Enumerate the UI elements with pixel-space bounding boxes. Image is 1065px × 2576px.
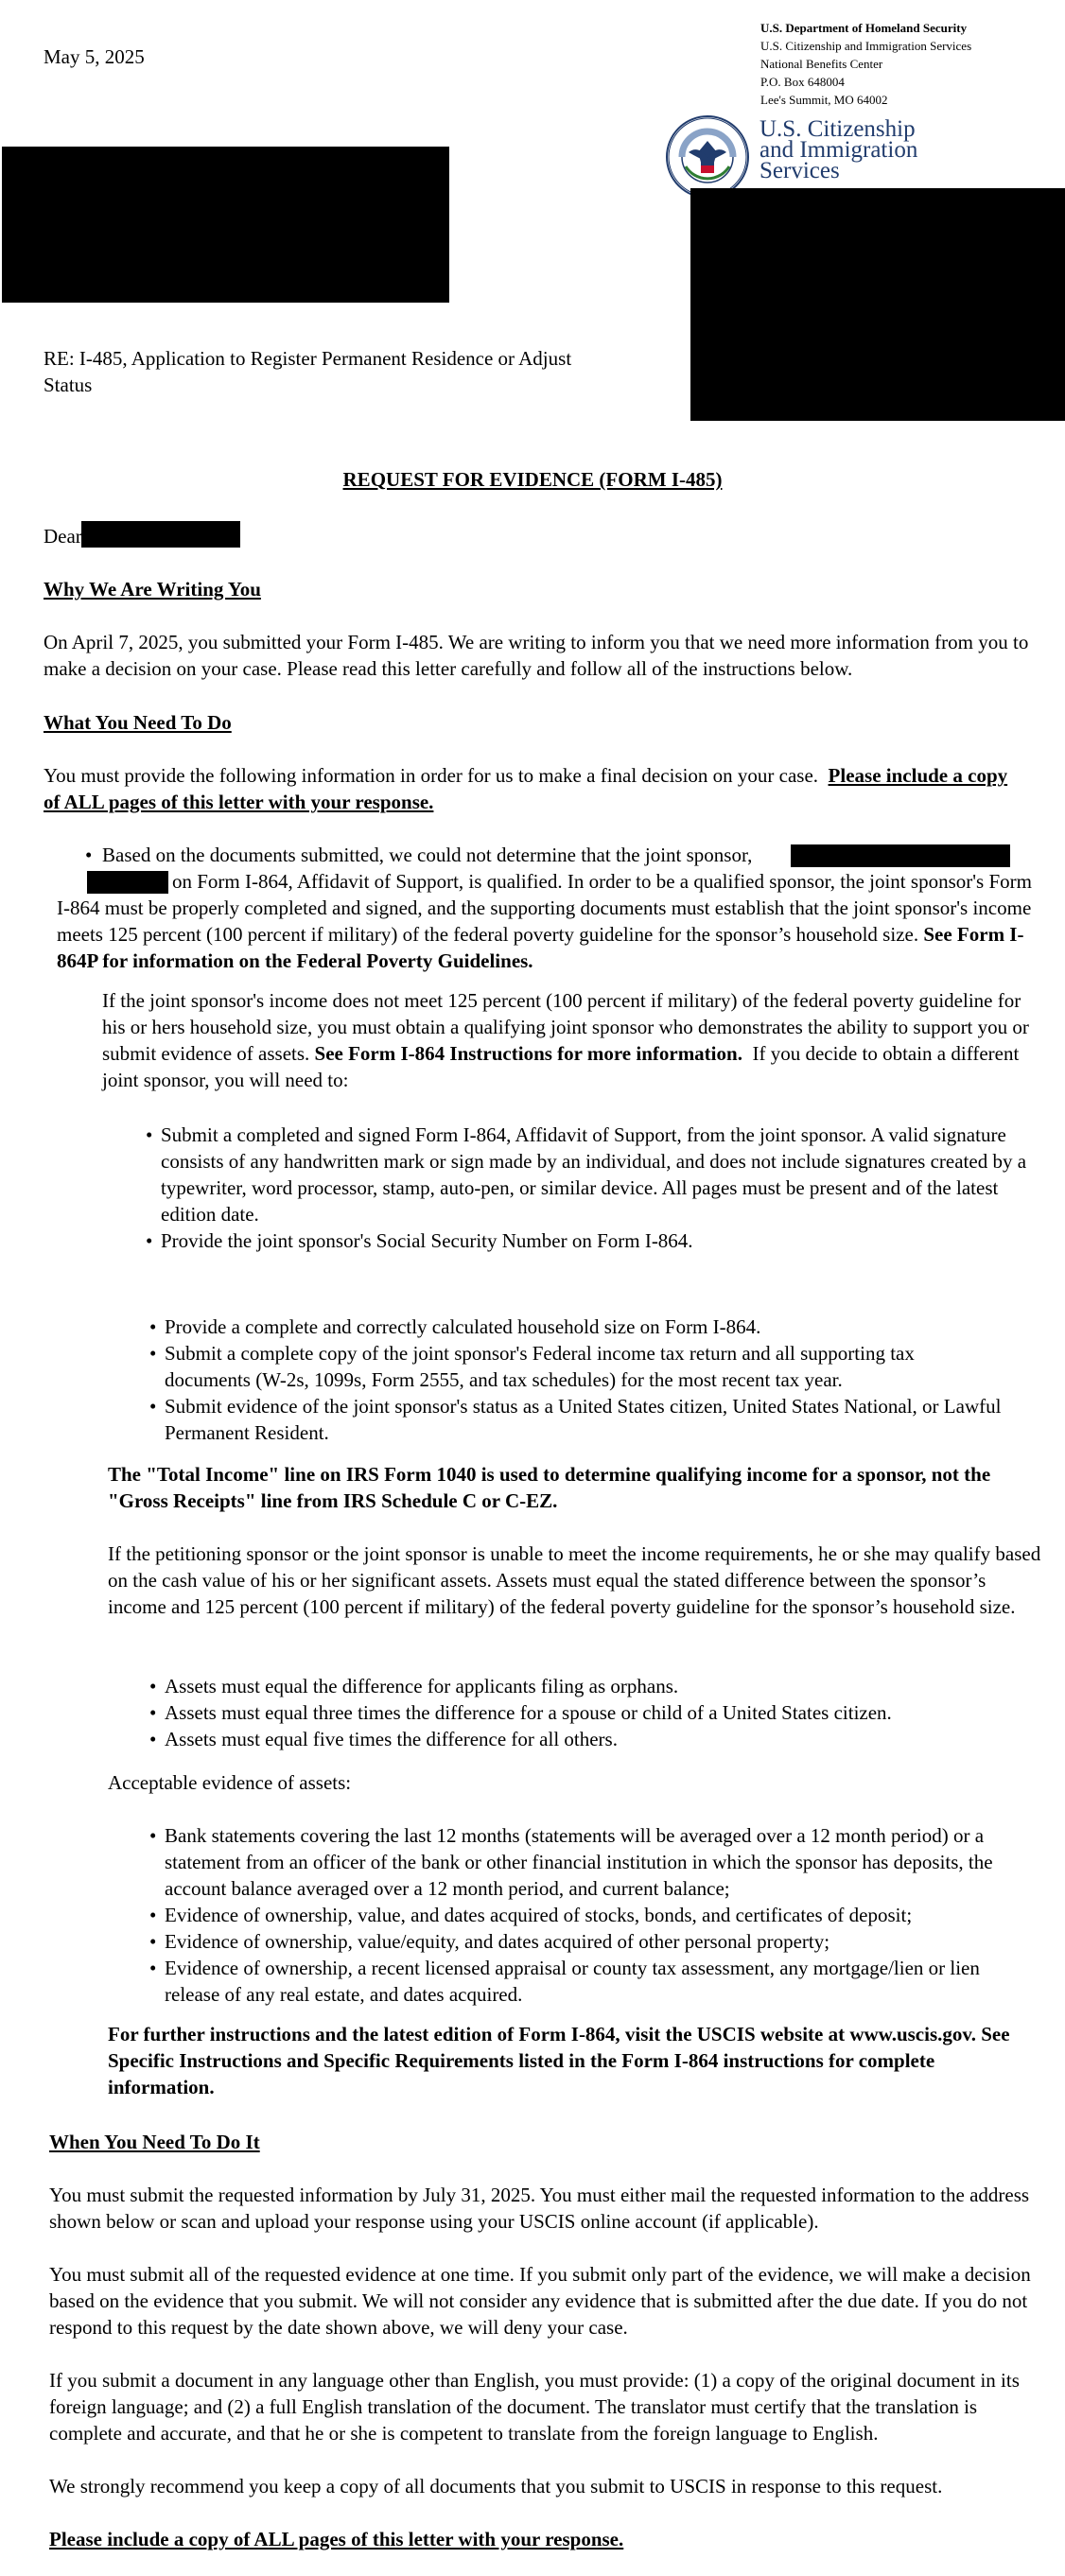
income-paragraph <box>102 987 1039 1093</box>
list-item-text: Bank statements covering the last 12 months (statements will be averaged over a 12 month period) or a statement from an officer of the bank or other financial institution in which the sponsor has deposits, the account balance averaged over a 12 month period, and current balance; <box>165 1824 993 1900</box>
what-heading: What You Need To Do <box>44 711 232 734</box>
uscis-logo <box>759 116 918 183</box>
when-paragraph: You must submit all of the requested evidence at one time. If you submit only part of the evidence, we will make a decision based on the evidence that you submit. We will not consider any evidence that is submitted after the due date. If you do not respond to this request by the date shown above, we will deny your case. <box>49 2263 1031 2339</box>
agency-line: National Benefits Center <box>760 57 883 71</box>
list-item-text: Assets must equal five times the difference for all others. <box>165 1728 618 1750</box>
list-item-text: Assets must equal the difference for applicants filing as orphans. <box>165 1675 679 1697</box>
income-text: If the joint sponsor's income does not meet 125 percent (100 percent if military) of the federal poverty guideline for his or hers household size, you must obtain a qualifying joint sponsor who demonstrates the ability to support you or submit evidence of assets. <box>102 989 1029 1065</box>
bullet-dot: • <box>149 1315 157 1338</box>
include-copy-notice: Please include a copy of ALL pages of this letter with your response. <box>44 764 1008 813</box>
bullet-dot: • <box>149 1930 157 1953</box>
redaction-box <box>2 147 449 303</box>
income-tail: If you decide to obtain a different joint sponsor, you will need to: <box>102 1042 1020 1091</box>
what-body <box>44 762 1027 815</box>
list-item-text: Provide the joint sponsor's Social Security Number on Form I-864. <box>161 1229 693 1252</box>
redaction-box <box>690 188 1065 421</box>
agency-line: P.O. Box 648004 <box>760 75 845 89</box>
redaction-box <box>81 521 240 548</box>
bullet-dot: • <box>149 1957 157 1979</box>
agency-line: U.S. Department of Homeland Security <box>760 21 968 35</box>
closing-include-copy-notice: Please include a copy of ALL pages of this letter with your response. <box>49 2528 624 2550</box>
bullet-dot: • <box>85 844 93 866</box>
bullet-dot: • <box>149 1342 157 1365</box>
what-body-text: You must provide the following information in order for us to make a final decision on your case. <box>44 764 819 787</box>
bullet-dot: • <box>149 1824 157 1847</box>
logo-line: and Immigration <box>759 137 918 163</box>
poverty-guidelines-note: See Form I-864P for information on the Federal Poverty Guidelines. <box>57 923 1024 972</box>
main-bullet-text: on Form I-864, Affidavit of Support, is qualified. In order to be a qualified sponsor, the joint sponsor's Form I-864 must be properly completed and signed, and the supporting documents must establish that the joint sponsor's income meets 125 percent (100 percent if military) of the federal poverty guideline for the sponsor’s household size. <box>57 870 1032 946</box>
assets-paragraph: If the petitioning sponsor or the joint sponsor is unable to meet the income requirements, he or she may qualify based on the cash value of his or her significant assets. Assets must equal the stated difference between the sponsor’s income and 125 percent (100 percent if military) of the federal poverty guideline for the sponsor’s household size. <box>108 1542 1041 1618</box>
main-bullet-part2 <box>57 868 1039 974</box>
bullet-dot: • <box>146 1229 153 1252</box>
bullet-dot: • <box>149 1904 157 1926</box>
acceptable-evidence-heading: Acceptable evidence of assets: <box>108 1771 352 1794</box>
list-item-text: Submit a complete copy of the joint sponsor's Federal income tax return and all supporting tax documents (W-2s, 1099s, Form 2555, and tax schedules) for the most recent tax year. <box>165 1342 915 1391</box>
when-paragraph: You must submit the requested information by July 31, 2025. You must either mail the requested information to the address shown below or scan and upload your response using your USCIS online account (if applicable). <box>49 2184 1030 2233</box>
why-body: On April 7, 2025, you submitted your Form I-485. We are writing to inform you that we need more information from you to make a decision on your case. Please read this letter carefully and follow all of the instructions below. <box>44 631 1029 680</box>
further-instructions-note: For further instructions and the latest edition of Form I-864, visit the USCIS website at www.uscis.gov. See Specific Instructions and Specific Requirements listed in the Form I-864 instructions for complete information. <box>108 2023 1010 2098</box>
list-item-text: Provide a complete and correctly calculated household size on Form I-864. <box>165 1315 761 1338</box>
letter-date: May 5, 2025 <box>44 45 145 68</box>
bullet-dot: • <box>149 1395 157 1418</box>
logo-line: U.S. Citizenship <box>759 116 916 142</box>
bullet-dot: • <box>149 1675 157 1697</box>
agency-line: U.S. Citizenship and Immigration Services <box>760 39 972 53</box>
document-title: REQUEST FOR EVIDENCE (FORM I-485) <box>342 468 723 491</box>
why-heading: Why We Are Writing You <box>44 578 261 600</box>
when-paragraph: If you submit a document in any language other than English, you must provide: (1) a copy of the original document in its foreign language; and (2) a full English translation of the document. The translator must certify that the translation is complete and accurate, and that he or she is competent to translate from the foreign language to English. <box>49 2369 1020 2445</box>
instructions-note: See Form I-864 Instructions for more information. <box>314 1042 742 1065</box>
bullet-dot: • <box>149 1728 157 1750</box>
when-paragraph: We strongly recommend you keep a copy of all documents that you submit to USCIS in response to this request. <box>49 2475 943 2498</box>
salutation: Dear <box>44 525 82 548</box>
list-item-text: Evidence of ownership, value, and dates acquired of stocks, bonds, and certificates of deposit; <box>165 1904 913 1926</box>
dhs-seal-icon <box>665 114 750 200</box>
agency-address <box>760 19 971 109</box>
bullet-dot: • <box>146 1123 153 1146</box>
re-line: RE: I-485, Application to Register Permanent Residence or Adjust Status <box>44 347 572 396</box>
list-item-text: Evidence of ownership, a recent licensed appraisal or county tax assessment, any mortgage/lien or lien release of any real estate, and dates acquired. <box>165 1957 980 2006</box>
bullet-dot: • <box>149 1701 157 1724</box>
list-item-text: Assets must equal three times the difference for a spouse or child of a United States citizen. <box>165 1701 892 1724</box>
list-item-text: Submit a completed and signed Form I-864, Affidavit of Support, from the joint sponsor. A valid signature consists of any handwritten mark or sign made by an individual, and does not include signatures created by a typewriter, word processor, stamp, auto-pen, or similar device. All pages must be present and of the latest edition date. <box>161 1123 1027 1226</box>
logo-line: Services <box>759 158 840 183</box>
list-item-text: Submit evidence of the joint sponsor's status as a United States citizen, United States National, or Lawful Permanent Resident. <box>165 1395 1002 1444</box>
agency-line: Lee's Summit, MO 64002 <box>760 93 888 107</box>
main-bullet-part1: Based on the documents submitted, we could not determine that the joint sponsor, <box>102 844 753 866</box>
when-heading: When You Need To Do It <box>49 2131 260 2153</box>
list-item-text: Evidence of ownership, value/equity, and dates acquired of other personal property; <box>165 1930 830 1953</box>
total-income-note: The "Total Income" line on IRS Form 1040 is used to determine qualifying income for a sponsor, not the "Gross Receipts" line from IRS Schedule C or C-EZ. <box>108 1463 991 1512</box>
